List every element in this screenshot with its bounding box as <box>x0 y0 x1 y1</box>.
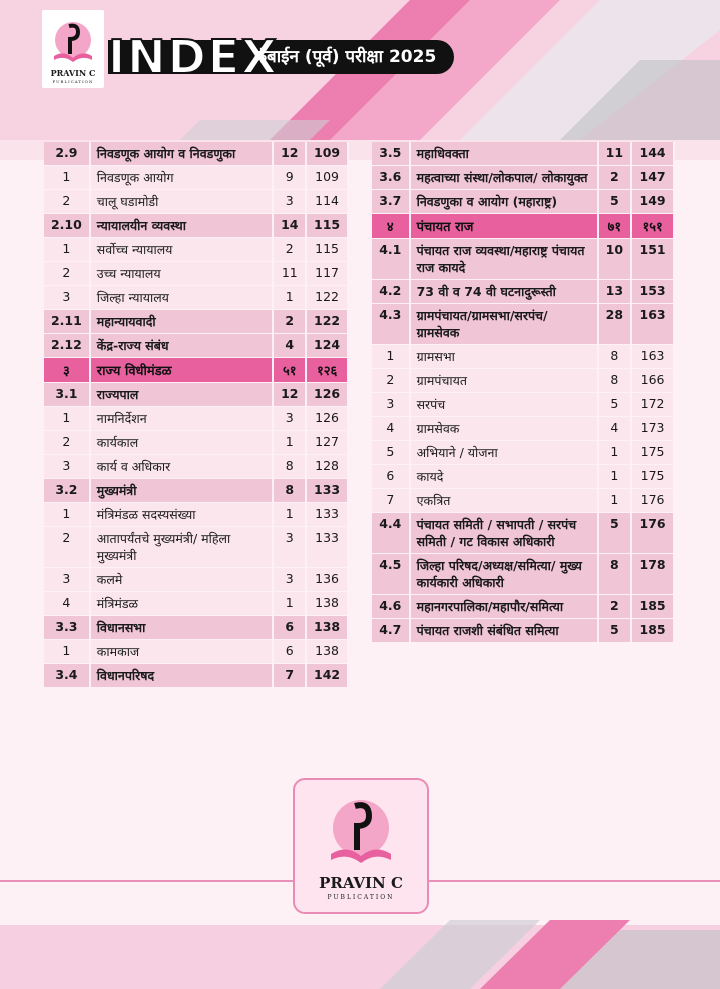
index-row <box>44 166 349 189</box>
page-number: 173 <box>632 417 675 440</box>
index-row <box>44 214 349 237</box>
section-title: मंत्रिमंडळ <box>91 592 275 615</box>
page-number: 178 <box>632 554 675 594</box>
section-number: 4.2 <box>372 280 411 303</box>
index-row <box>372 166 675 189</box>
section-title: ग्रामसभा <box>411 345 599 368</box>
section-number: 1 <box>44 166 91 189</box>
section-number: ४ <box>372 214 411 238</box>
question-count: 1 <box>274 592 307 615</box>
footer-stripes <box>0 920 720 989</box>
page-number: 126 <box>307 383 349 406</box>
question-count: 11 <box>599 142 633 165</box>
question-count: 1 <box>274 431 307 454</box>
page-number: 128 <box>307 455 349 478</box>
question-count: 3 <box>274 407 307 430</box>
section-number: 3 <box>44 568 91 591</box>
section-title: जिल्हा परिषद/अध्यक्ष/समित्या/ मुख्य कार्यकारी अधिकारी <box>411 554 599 594</box>
question-count: 3 <box>274 568 307 591</box>
section-number: 2.12 <box>44 334 91 357</box>
section-number: 3.3 <box>44 616 91 639</box>
question-count: 11 <box>274 262 307 285</box>
page-number: 185 <box>632 595 675 618</box>
question-count: 6 <box>274 640 307 663</box>
section-title: कार्यकाल <box>91 431 275 454</box>
section-number: 2 <box>44 262 91 285</box>
section-number: 1 <box>372 345 411 368</box>
section-number: 2 <box>372 369 411 392</box>
section-title: विधानपरिषद <box>91 664 275 687</box>
index-row <box>372 441 675 464</box>
section-title: राज्य विधीमंडळ <box>91 358 275 382</box>
section-number: 2 <box>44 527 91 567</box>
section-number: 1 <box>44 503 91 526</box>
page-number: 185 <box>632 619 675 642</box>
question-count: ७१ <box>599 214 633 238</box>
page-number: 124 <box>307 334 349 357</box>
page-number: 115 <box>307 238 349 261</box>
page-number: 127 <box>307 431 349 454</box>
page-number: 144 <box>632 142 675 165</box>
question-count: 8 <box>274 479 307 502</box>
section-title: एकत्रित <box>411 489 599 512</box>
index-row <box>44 592 349 615</box>
page-number: 115 <box>307 214 349 237</box>
section-title: नामनिर्देशन <box>91 407 275 430</box>
logo-sub: PUBLICATION <box>52 79 94 84</box>
section-number: 3 <box>44 286 91 309</box>
section-title: 73 वी व 74 वी घटनादुरूस्ती <box>411 280 599 303</box>
section-number: 3 <box>44 455 91 478</box>
section-number: 2.11 <box>44 310 91 333</box>
question-count: 2 <box>599 595 633 618</box>
section-title: पंचायत राजशी संबंधित समित्या <box>411 619 599 642</box>
page-number: 138 <box>307 640 349 663</box>
question-count: 3 <box>274 527 307 567</box>
index-row <box>372 369 675 392</box>
footer-logo-name: PRAVIN C <box>319 874 403 892</box>
index-row <box>44 640 349 663</box>
question-count: 1 <box>599 465 633 488</box>
section-number: 3.1 <box>44 383 91 406</box>
section-number: 2 <box>44 431 91 454</box>
question-count: 12 <box>274 142 307 165</box>
page-number: 147 <box>632 166 675 189</box>
section-number: 3.2 <box>44 479 91 502</box>
question-count: 8 <box>274 455 307 478</box>
index-heading: INDEX <box>108 30 279 84</box>
question-count: 10 <box>599 239 633 279</box>
page-number: 136 <box>307 568 349 591</box>
index-row <box>44 262 349 285</box>
page-number: 122 <box>307 310 349 333</box>
section-title: सरपंच <box>411 393 599 416</box>
question-count: 8 <box>599 369 633 392</box>
index-row <box>44 142 349 165</box>
question-count: 5 <box>599 393 633 416</box>
question-count: 7 <box>274 664 307 687</box>
question-count: 6 <box>274 616 307 639</box>
section-title: ग्रामपंचायत <box>411 369 599 392</box>
section-title: कामकाज <box>91 640 275 663</box>
section-title: आतापर्यंतचे मुख्यमंत्री/ महिला मुख्यमंत्री <box>91 527 275 567</box>
question-count: 1 <box>599 489 633 512</box>
section-title: पंचायत राज <box>411 214 599 238</box>
index-row <box>44 527 349 567</box>
section-title: केंद्र-राज्य संबंध <box>91 334 275 357</box>
question-count: 1 <box>274 286 307 309</box>
question-count: 2 <box>274 310 307 333</box>
page-number: 133 <box>307 503 349 526</box>
header-exam-title: कंबाईन (पूर्व) परीक्षा 2025 <box>254 47 437 67</box>
section-title: राज्यपाल <box>91 383 275 406</box>
section-number: 4.5 <box>372 554 411 594</box>
page-number: 176 <box>632 513 675 553</box>
section-title: चालू घडामोडी <box>91 190 275 213</box>
page-number: 117 <box>307 262 349 285</box>
index-row <box>44 455 349 478</box>
section-title: ग्रामपंचायत/ग्रामसभा/सरपंच/ ग्रामसेवक <box>411 304 599 344</box>
right-index-table <box>372 141 675 643</box>
page-number: 149 <box>632 190 675 213</box>
question-count: 1 <box>599 441 633 464</box>
section-title: निवडणुका व आयोग (महाराष्ट्र) <box>411 190 599 213</box>
page-number: 175 <box>632 441 675 464</box>
page-number: 109 <box>307 142 349 165</box>
section-title: निवडणूक आयोग व निवडणुका <box>91 142 275 165</box>
section-title: महान्यायवादी <box>91 310 275 333</box>
index-row <box>44 286 349 309</box>
question-count: 2 <box>599 166 633 189</box>
page-number: 151 <box>632 239 675 279</box>
logo-name: PRAVIN C <box>50 68 96 78</box>
page-number: 176 <box>632 489 675 512</box>
index-row <box>372 393 675 416</box>
page-number: 114 <box>307 190 349 213</box>
index-row <box>372 345 675 368</box>
index-row <box>372 619 675 642</box>
index-row <box>372 304 675 344</box>
question-count: 1 <box>274 503 307 526</box>
page-number: 153 <box>632 280 675 303</box>
page-number: 175 <box>632 465 675 488</box>
question-count: 28 <box>599 304 633 344</box>
index-row <box>44 310 349 333</box>
index-row <box>372 513 675 553</box>
section-number: 3.6 <box>372 166 411 189</box>
index-row <box>44 383 349 406</box>
page-number: १५१ <box>632 214 675 238</box>
question-count: 9 <box>274 166 307 189</box>
section-title: सर्वोच्च न्यायालय <box>91 238 275 261</box>
question-count: 2 <box>274 238 307 261</box>
page-number: 138 <box>307 592 349 615</box>
index-row <box>372 190 675 213</box>
section-title: कलमे <box>91 568 275 591</box>
section-title: उच्च न्यायालय <box>91 262 275 285</box>
index-row <box>372 595 675 618</box>
index-row <box>44 616 349 639</box>
section-number: 2 <box>44 190 91 213</box>
section-title: पंचायत राज व्यवस्था/महाराष्ट्र पंचायत राज कायदे <box>411 239 599 279</box>
page-number: 172 <box>632 393 675 416</box>
section-number: 4.6 <box>372 595 411 618</box>
question-count: 12 <box>274 383 307 406</box>
section-title: कार्य व अधिकार <box>91 455 275 478</box>
section-title: पंचायत समिती / सभापती / सरपंच समिती / गट विकास अधिकारी <box>411 513 599 553</box>
question-count: 3 <box>274 190 307 213</box>
chapter-row <box>44 358 349 382</box>
section-number: 4.1 <box>372 239 411 279</box>
page-number: 138 <box>307 616 349 639</box>
question-count: 4 <box>599 417 633 440</box>
section-number: ३ <box>44 358 91 382</box>
question-count: ५१ <box>274 358 307 382</box>
section-title: महत्वाच्या संस्था/लोकपाल/ लोकायुक्त <box>411 166 599 189</box>
section-title: मंत्रिमंडळ सदस्यसंख्या <box>91 503 275 526</box>
question-count: 14 <box>274 214 307 237</box>
page-number: 142 <box>307 664 349 687</box>
footer-logo-sub: PUBLICATION <box>327 894 395 901</box>
section-number: 1 <box>44 407 91 430</box>
section-title: ग्रामसेवक <box>411 417 599 440</box>
index-row <box>372 489 675 512</box>
page-number: 163 <box>632 304 675 344</box>
question-count: 8 <box>599 554 633 594</box>
index-row <box>44 334 349 357</box>
page-number: 133 <box>307 527 349 567</box>
index-row <box>372 465 675 488</box>
question-count: 13 <box>599 280 633 303</box>
index-row <box>372 239 675 279</box>
question-count: 8 <box>599 345 633 368</box>
section-title: महानगरपालिका/महापौर/समित्या <box>411 595 599 618</box>
section-number: 3.7 <box>372 190 411 213</box>
question-count: 5 <box>599 190 633 213</box>
section-number: 2.9 <box>44 142 91 165</box>
section-title: मुख्यमंत्री <box>91 479 275 502</box>
page-number: 166 <box>632 369 675 392</box>
index-row <box>44 431 349 454</box>
index-row <box>44 568 349 591</box>
section-number: 5 <box>372 441 411 464</box>
index-row <box>372 280 675 303</box>
left-index-table <box>44 141 349 688</box>
logo-emblem-icon <box>42 12 104 68</box>
page-number: 163 <box>632 345 675 368</box>
section-title: विधानसभा <box>91 616 275 639</box>
question-count: 5 <box>599 619 633 642</box>
section-title: जिल्हा न्यायालय <box>91 286 275 309</box>
index-row <box>372 142 675 165</box>
index-row <box>44 407 349 430</box>
section-number: 1 <box>44 640 91 663</box>
section-number: 6 <box>372 465 411 488</box>
index-row <box>44 503 349 526</box>
section-number: 4 <box>44 592 91 615</box>
index-row <box>44 238 349 261</box>
page-number: 122 <box>307 286 349 309</box>
section-number: 3 <box>372 393 411 416</box>
footer-logo-emblem-icon <box>295 784 427 874</box>
section-number: 4.7 <box>372 619 411 642</box>
section-title: न्यायालयीन व्यवस्था <box>91 214 275 237</box>
chapter-row <box>372 214 675 238</box>
section-number: 1 <box>44 238 91 261</box>
section-number: 3.5 <box>372 142 411 165</box>
index-row <box>44 664 349 687</box>
question-count: 5 <box>599 513 633 553</box>
section-number: 4 <box>372 417 411 440</box>
page-number: 126 <box>307 407 349 430</box>
section-number: 2.10 <box>44 214 91 237</box>
section-title: कायदे <box>411 465 599 488</box>
section-title: निवडणूक आयोग <box>91 166 275 189</box>
section-title: महाधिवक्ता <box>411 142 599 165</box>
footer-logo <box>293 778 429 914</box>
section-number: 4.3 <box>372 304 411 344</box>
publisher-logo <box>42 10 104 88</box>
page-number: 109 <box>307 166 349 189</box>
page-number: 133 <box>307 479 349 502</box>
section-number: 4.4 <box>372 513 411 553</box>
section-title: अभियाने / योजना <box>411 441 599 464</box>
index-row <box>44 190 349 213</box>
index-row <box>44 479 349 502</box>
section-number: 7 <box>372 489 411 512</box>
page-number: १२६ <box>307 358 349 382</box>
question-count: 4 <box>274 334 307 357</box>
section-number: 3.4 <box>44 664 91 687</box>
index-row <box>372 554 675 594</box>
index-row <box>372 417 675 440</box>
